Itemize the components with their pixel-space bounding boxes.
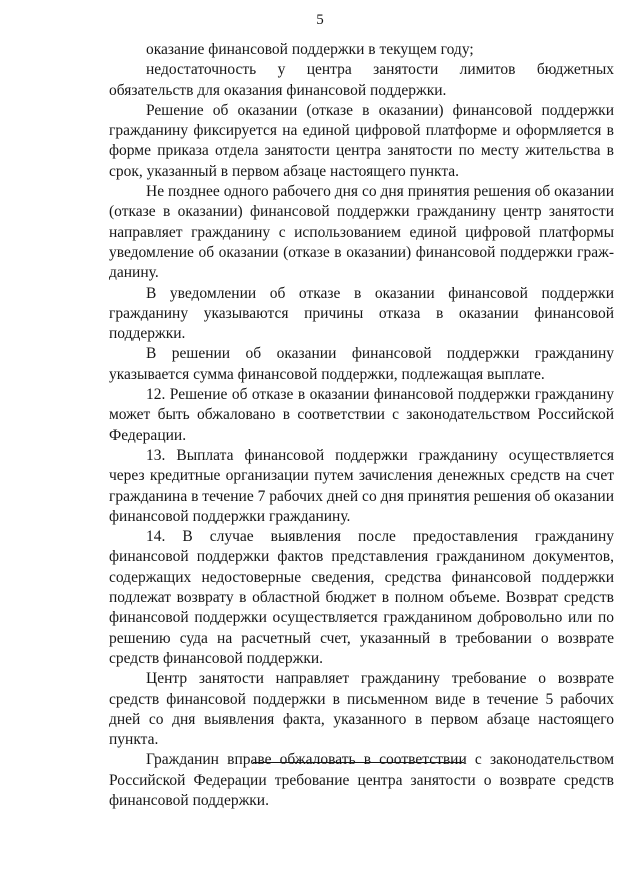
paragraph: Не позднее одного рабочего дня со дня принятия решения об оказании (отказе в оказании) финансовой поддержки гражданину центр занятости направляет гражданину с использованием единой цифровой платформы уведомление об оказании (отказе в оказании) финансовой поддержки гражданину. — [109, 183, 614, 282]
document-body — [109, 40, 614, 811]
paragraph: оказание финансовой поддержки в текущем году; — [146, 41, 474, 58]
paragraph: недостаточность у центра занятости лимитов бюджетных обязательств для оказания финансовой поддержки. — [109, 61, 614, 99]
page-number: 5 — [316, 12, 324, 28]
paragraph: В уведомлении об отказе в оказании финансовой поддержки гражданину указываются причины отказа в оказании финансовой поддержки. — [109, 284, 614, 343]
paragraph: Решение об оказании (отказе в оказании) финансовой поддержки гражданину фиксируется на единой цифровой платформе и оформляется в форме приказа отдела занятости центра занятости по месту жительства в срок, указанный в первом абзаце настоящего пункта. — [109, 101, 614, 180]
end-of-document-line — [253, 762, 464, 763]
paragraph: Гражданин вправе обжаловать в соответствии с законодательством Российской Федерации требование центра занятости о возврате средств финансовой поддержки. — [109, 751, 614, 809]
paragraph-item-14: 14. В случае выявления после предоставления гражданину финансовой поддержки фактов представления гражданином документов, содержащих недостоверные сведения, средства финансовой поддержки подлежат возврату в областной бюджет в полном объеме. Возврат средств финансовой поддержки осуществляется гражданином добровольно или по решению суда на расчетный счет, указанный в требовании о возврате средств финансовой поддержки. — [109, 528, 614, 667]
paragraph: Центр занятости направляет гражданину требование о возврате средств финансовой поддержки в письменном виде в течение 5 рабочих дней со дня выявления факта, указанного в первом абзаце настоящего пункта. — [109, 670, 614, 749]
paragraph-item-12: 12. Решение об отказе в оказании финансовой поддержки гражданину может быть обжаловано в соответствии с законодательством Российской Федерации. — [109, 386, 614, 444]
paragraph: В решении об оказании финансовой поддержки гражданину указывается сумма финансовой поддержки, подлежащая выплате. — [109, 345, 614, 383]
paragraph-item-13: 13. Выплата финансовой поддержки гражданину осуществляется через кредитные организации путем зачисления денежных средств на счет гражданина в течение 7 рабочих дней со дня принятия решения об оказании финансовой поддержки гражданину. — [109, 446, 614, 525]
